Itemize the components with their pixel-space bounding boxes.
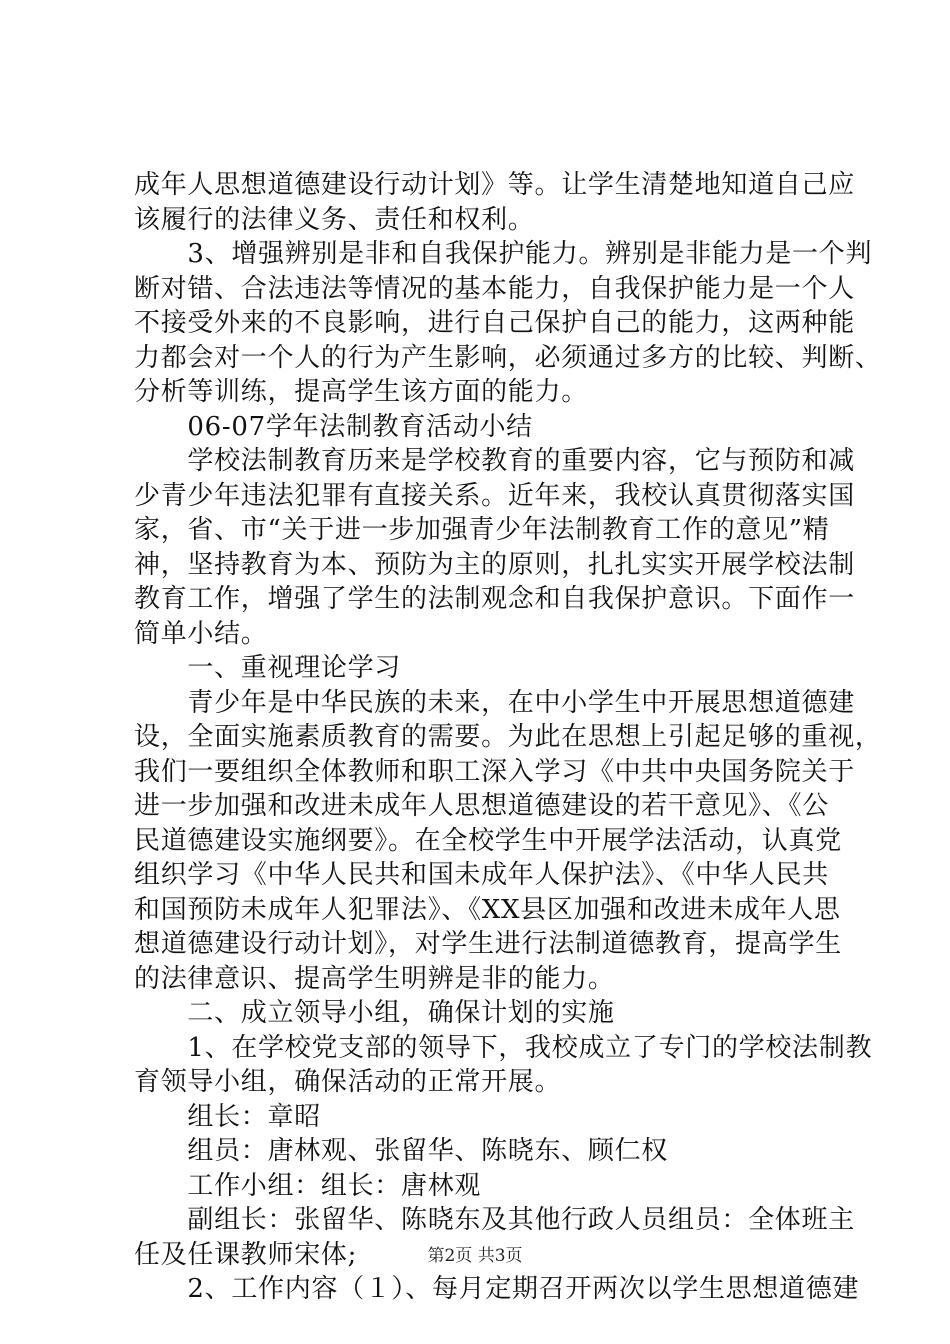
text-line: 力都会对一个人的行为产生影响，必须通过多方的比较、判断、 (134, 342, 882, 373)
text-line: 2、工作内容（１）、每月定期召开两次以学生思想道德建 (134, 1274, 860, 1304)
text-line: 简单小结。 (134, 618, 268, 649)
text-line: 少青少年违法犯罪有直接关系。近年来，我校认真贯彻落实国 (134, 480, 855, 511)
text-line: 育领导小组，确保活动的正常开展。 (134, 1067, 562, 1097)
text-line: 组长：章昭 (134, 1101, 321, 1132)
text-line: 工作小组：组长：唐林观 (134, 1170, 482, 1201)
text-line: 副组长：张留华、陈晓东及其他行政人员组员：全体班主 (134, 1205, 855, 1235)
document-body (134, 168, 882, 1307)
text-line: 设，全面实施素质教育的需要。为此在思想上引起足够的重视， (134, 722, 882, 752)
text-line: 3、增强辨别是非和自我保护能力。辨别是非能力是一个判 (134, 239, 873, 269)
text-line: 和国预防未成年人犯罪法》、《XX县区加强和改进未成年人思 (134, 894, 841, 925)
page-footer (0, 1244, 950, 1268)
section-title: 06-07学年法制教育活动小结 (134, 411, 533, 442)
section-heading: 一、重视理论学习 (134, 653, 402, 683)
section-heading: 二、成立领导小组，确保计划的实施 (134, 998, 615, 1028)
text-line: 家，省、市“关于进一步加强青少年法制教育工作的意见”精 (134, 515, 830, 545)
text-line: 组员：唐林观、张留华、陈晓东、顾仁权 (134, 1136, 669, 1166)
text-line: 成年人思想道德建设行动计划》等。让学生清楚地知道自己应 (134, 170, 855, 200)
text-line: 神，坚持教育为本、预防为主的原则，扎扎实实开展学校法制 (134, 549, 855, 580)
text-line: 我们一要组织全体教师和职工深入学习《中共中央国务院关于 (134, 756, 855, 787)
text-line: 进一步加强和改进未成年人思想道德建设的若干意见》、《公 (134, 791, 829, 821)
text-line: 教育工作，增强了学生的法制观念和自我保护意识。下面作一 (134, 584, 855, 614)
page-number-label: 第2页 共3页 (427, 1246, 523, 1266)
text-line: 该履行的法律义务、责任和权利。 (134, 204, 535, 235)
text-line: 青少年是中华民族的未来，在中小学生中开展思想道德建 (134, 687, 855, 718)
text-line: 分析等训练，提高学生该方面的能力。 (134, 377, 588, 407)
text-line: 想道德建设行动计划》，对学生进行法制道德教育，提高学生 (134, 929, 842, 959)
text-line: 组织学习《中华人民共和国未成年人保护法》、《中华人民共 (134, 860, 829, 890)
text-line: 学校法制教育历来是学校教育的重要内容，它与预防和减 (134, 446, 855, 476)
text-line: 1、在学校党支部的领导下，我校成立了专门的学校法制教 (134, 1032, 873, 1063)
text-line: 的法律意识、提高学生明辨是非的能力。 (134, 963, 615, 994)
text-line: 断对错、合法违法等情况的基本能力，自我保护能力是一个人 (134, 273, 855, 304)
text-line: 不接受外来的不良影响，进行自己保护自己的能力，这两种能 (134, 308, 855, 338)
text-line: 任及任课教师宋体; (134, 1239, 358, 1270)
text-line: 民道德建设实施纲要》。在全校学生中开展学法活动，认真党 (134, 825, 842, 856)
